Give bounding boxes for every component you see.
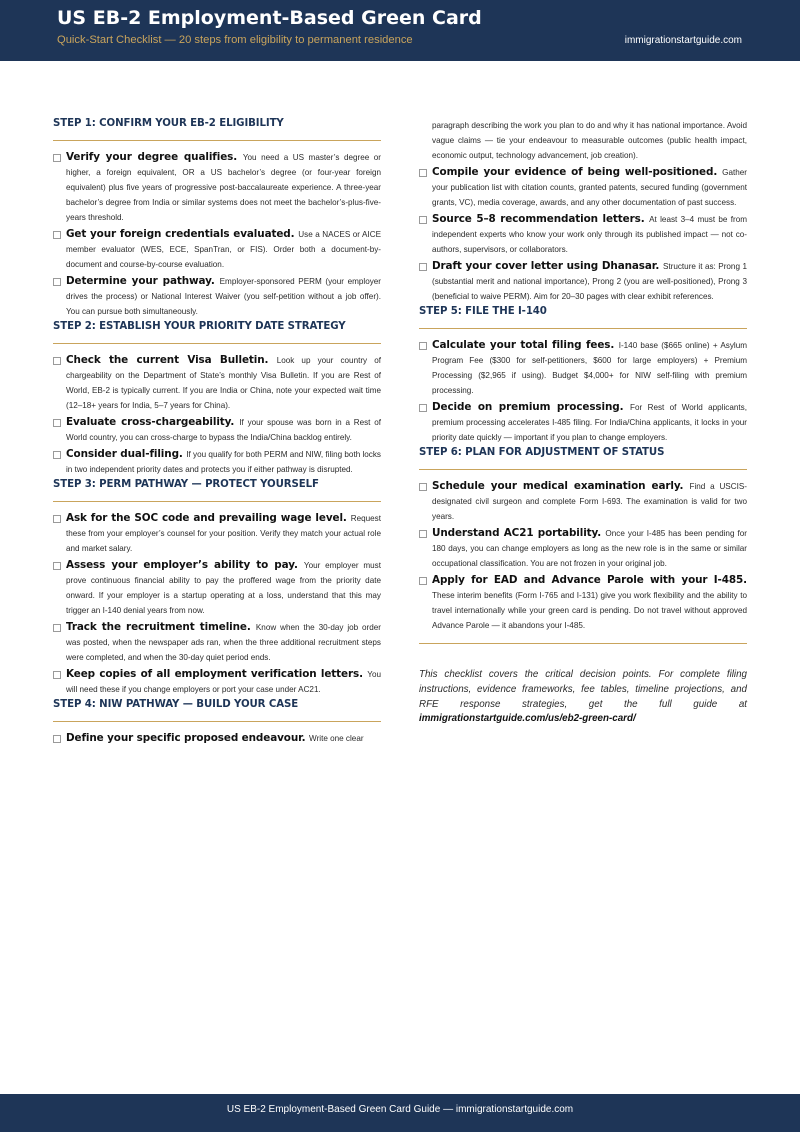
checklist-item: [419, 526, 747, 571]
checklist-item: [419, 400, 747, 445]
step-4-heading: STEP 4: NIW PATHWAY — BUILD YOUR CASE: [53, 699, 299, 710]
checkbox[interactable]: [53, 671, 61, 679]
checkbox[interactable]: [53, 231, 61, 239]
item-text: Find a USCIS-designated civil surgeon and complete Form I-693. The examination is valid for two years.: [432, 482, 747, 521]
item-text: Structure it as: Prong 1 (substantial merit and national importance), Prong 2 (you are well-positioned), Prong 3 (beneficial to waive PERM). Aim for 20–30 pages with clear exhibit references.: [432, 262, 747, 301]
page-title: US EB-2 Employment-Based Green Card: [57, 7, 482, 29]
step-divider: [419, 469, 747, 470]
checkbox[interactable]: [53, 451, 61, 459]
step-5-heading: STEP 5: FILE THE I-140: [419, 306, 547, 317]
checkbox[interactable]: [53, 562, 61, 570]
checkbox[interactable]: [419, 483, 427, 491]
checkbox[interactable]: [419, 263, 427, 271]
checkbox[interactable]: [419, 216, 427, 224]
step-6-heading: STEP 6: PLAN FOR ADJUSTMENT OF STATUS: [419, 447, 665, 458]
item-text: Your employer must prove continuous financial ability to pay the proffered wage from the priority date onward. If your employer is a startup operating at a loss, understand that this may trigger an I-140 denial years from now.: [66, 561, 381, 615]
checkbox[interactable]: [53, 419, 61, 427]
item-text: If your spouse was born in a Rest of World country, you can cross-charge to bypass the India/China backlog entirely.: [66, 418, 381, 442]
item-text: If you qualify for both PERM and NIW, filing both locks in two independent priority dates and protects you if either pathway is disrupted.: [66, 450, 381, 474]
checklist-item: [53, 731, 381, 746]
checklist-item: [53, 150, 381, 225]
item-text: Gather your publication list with citation counts, granted patents, secured funding (government grants, VC), media coverage, awards, and any other documentation of past success.: [432, 168, 747, 207]
checklist-item: [53, 620, 381, 665]
step-divider: [53, 721, 381, 722]
item-title: Track the recruitment timeline.: [66, 621, 256, 633]
checklist-item: [53, 415, 381, 445]
checkbox[interactable]: [53, 278, 61, 286]
page-subtitle: Quick-Start Checklist — 20 steps from eligibility to permanent residence: [57, 34, 413, 46]
item-title: Apply for EAD and Advance Parole with your I-485.: [432, 574, 747, 586]
closing-divider: [419, 643, 747, 644]
item-title: Compile your evidence of being well-positioned.: [432, 166, 723, 178]
item-title: Check the current Visa Bulletin.: [66, 354, 277, 366]
step-divider: [53, 140, 381, 141]
checkbox[interactable]: [419, 169, 427, 177]
checkbox[interactable]: [419, 530, 427, 538]
checklist-item: [419, 259, 747, 304]
checkbox[interactable]: [53, 357, 61, 365]
checkbox[interactable]: [53, 154, 61, 162]
checklist-item: [419, 338, 747, 398]
item-text: Request these from your employer’s counsel for your position. Verify they match your actual role and market salary.: [66, 514, 381, 553]
item-title: Schedule your medical examination early.: [432, 480, 690, 492]
checklist-item: [53, 227, 381, 272]
checkbox[interactable]: [53, 515, 61, 523]
item-title: Ask for the SOC code and prevailing wage level.: [66, 512, 351, 524]
item-title: Decide on premium processing.: [432, 401, 631, 413]
checklist-item: [53, 447, 381, 477]
checklist-item: [53, 558, 381, 618]
item-title: Get your foreign credentials evaluated.: [66, 228, 299, 240]
checklist-item: [53, 511, 381, 556]
item-continuation: paragraph describing the work you plan to do and why it has national importance. Avoid vague claims — tie your endeavour to measurable outcomes (public health impact, economic output, technology advancement, job creation).: [432, 121, 747, 160]
item-title: Consider dual-filing.: [66, 448, 187, 460]
checklist-item: [419, 165, 747, 210]
item-text: At least 3–4 must be from independent experts who know your work only through its published impact — not co-authors, supervisors, or collaborators.: [432, 215, 748, 254]
item-text: I-140 base ($665 online) + Asylum Program Fee ($300 for self-petitioners, $600 for large employers) + Premium Processing ($2,965 if using). Budget $4,000+ for NIW self-filing with premium processing.: [432, 341, 747, 395]
step-divider: [53, 501, 381, 502]
step-3-heading: STEP 3: PERM PATHWAY — PROTECT YOURSELF: [53, 479, 319, 490]
page-footer: [0, 1094, 800, 1132]
closing-text: This checklist covers the critical decision points. For complete filing instructions, evidence frameworks, fee tables, timeline projections, and RFE response strategies, get the full guide at: [419, 669, 747, 710]
item-text: Look up your country of chargeability on the Department of State’s monthly Visa Bulletin. If you are Rest of World, EB-2 is typically current. If you are India or China, note your expected wait time (12–18+ years for India, 5–7 years for China).: [66, 356, 381, 410]
item-text: Know when the 30-day job order was posted, when the newspaper ads ran, when the three additional recruitment steps were completed, and when the 30-day quiet period ends.: [66, 623, 382, 662]
item-title: Understand AC21 portability.: [432, 527, 606, 539]
item-title: Assess your employer’s ability to pay.: [66, 559, 304, 571]
step-2-heading: STEP 2: ESTABLISH YOUR PRIORITY DATE STRATEGY: [53, 321, 346, 332]
item-title: Evaluate cross-chargeability.: [66, 416, 240, 428]
item-title: Keep copies of all employment verification letters.: [66, 668, 368, 680]
item-text: You will need these if you change employers or port your case under AC21.: [66, 670, 381, 694]
step-divider: [53, 343, 381, 344]
item-title: Source 5–8 recommendation letters.: [432, 213, 650, 225]
page-header: [0, 0, 800, 61]
checkbox[interactable]: [419, 404, 427, 412]
checklist-item: [53, 274, 381, 319]
checklist-item: [419, 479, 747, 524]
item-text: You need a US master’s degree or higher, a foreign equivalent, OR a US bachelor’s degree (or four-year foreign equivalent) plus five years of progressive post-baccalaureate experience. A three-year bachelor’s degree from India or similar systems does not meet the bachelor’s-plus-five-years threshold.: [66, 153, 381, 222]
footer-text: US EB-2 Employment-Based Green Card Guide — immigrationstartguide.com: [226, 1104, 574, 1115]
step-1-heading: STEP 1: CONFIRM YOUR EB-2 ELIGIBILITY: [53, 118, 284, 129]
header-site-link[interactable]: immigrationstartguide.com: [624, 35, 742, 46]
checklist-item: [419, 212, 747, 257]
checkbox[interactable]: [53, 735, 61, 743]
item-text: These interim benefits (Form I-765 and I-131) give you work flexibility and the ability to travel internationally while your green card is pending. Do not travel without approved Advance Parole — it abandons your I-485.: [432, 591, 747, 630]
closing-note: [419, 668, 747, 727]
item-text: Write one clear: [309, 734, 364, 743]
step-divider: [419, 328, 747, 329]
right-column: [419, 118, 747, 727]
item-text: Use a NACES or AICE member evaluator (WES, ECE, SpanTran, or FIS). Order both a document-by-document and course-by-course evaluation.: [66, 230, 382, 269]
checkbox[interactable]: [419, 342, 427, 350]
item-title: Verify your degree qualifies.: [66, 151, 243, 163]
item-text: For Rest of World applicants, premium processing accelerates I-485 filing. For India/China applicants, it locks in your priority date quickly — important if you plan to change employers.: [432, 403, 747, 442]
item-title: Draft your cover letter using Dhanasar.: [432, 260, 663, 272]
checkbox[interactable]: [419, 577, 427, 585]
item-title: Define your specific proposed endeavour.: [66, 732, 310, 744]
item-title: Calculate your total filing fees.: [432, 339, 619, 351]
checklist-item: [53, 667, 381, 697]
item-text: Once your I-485 has been pending for 180 days, you can change employers as long as the new role is in the same or similar occupational classification. You are not frozen in your original job.: [432, 529, 747, 568]
checklist-item: [53, 353, 381, 413]
item-text: Employer-sponsored PERM (your employer drives the process) or National Interest Waiver (you self-petition without a job offer). You can pursue both simultaneously.: [66, 277, 382, 316]
checklist-item: [419, 573, 747, 633]
guide-link[interactable]: immigrationstartguide.com/us/eb2-green-card/: [419, 713, 636, 725]
checkbox[interactable]: [53, 624, 61, 632]
left-column: [53, 118, 381, 748]
item-title: Determine your pathway.: [66, 275, 220, 287]
